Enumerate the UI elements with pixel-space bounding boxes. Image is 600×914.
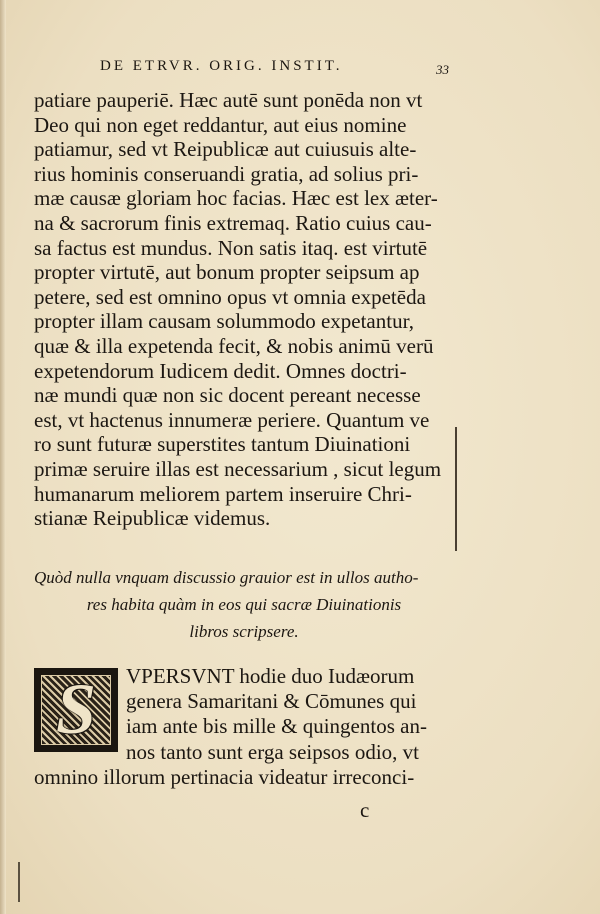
chapter-line: iam ante bis mille & quingentos an- xyxy=(126,714,427,739)
text-line: quæ & illa expetenda fecit, & nobis animū verū xyxy=(34,333,434,358)
text-line: patiare pauperiē. Hæc autē sunt ponēda non vt xyxy=(34,88,423,112)
text-line: humanarum meliorem partem inseruire Chri- xyxy=(34,481,412,506)
chapter-line: omnino illorum pertinacia videatur irreconci- xyxy=(34,764,415,789)
text-line: stianæ Reipublicæ videmus. xyxy=(34,506,271,531)
chapter-line: VPERSVNT hodie duo Iudæorum xyxy=(126,664,415,688)
text-line: expetendorum Iudicem dedit. Omnes doctri- xyxy=(34,358,407,383)
heading-line: res habita quàm in eos qui sacræ Diuinationis xyxy=(86,595,402,614)
text-line: propter virtutē, aut bonum propter seipsum ap xyxy=(34,260,420,285)
text-line: est, vt hactenus innumeræ periere. Quantum ve xyxy=(34,407,430,432)
decorated-initial xyxy=(34,668,118,752)
initial-letter: S xyxy=(55,669,97,750)
page-gutter-shadow xyxy=(0,0,6,914)
chapter-opening xyxy=(34,664,454,790)
text-line: sa factus est mundus. Non satis itaq. est virtutē xyxy=(34,235,428,260)
text-line: ro sunt futuræ superstites tantum Diuinationi xyxy=(34,432,411,457)
text-line: næ mundi quæ non sic docent pereant necesse xyxy=(34,383,421,408)
chapter-line: nos tanto sunt erga seipsos odio, vt xyxy=(126,739,420,764)
catchword: c xyxy=(360,798,370,822)
running-title: DE ETRVR. ORIG. INSTIT. xyxy=(100,58,343,74)
text-line: patiamur, sed vt Reipublicæ aut cuiusuis alte- xyxy=(34,137,417,162)
margin-mark xyxy=(455,427,457,551)
text-line: petere, sed est omnino opus vt omnia expetēda xyxy=(34,284,426,309)
text-line: mæ causæ gloriam hoc facias. Hæc est lex æter- xyxy=(34,186,438,211)
text-line: propter illam causam solummodo expetantur, xyxy=(34,309,414,334)
chapter-line: genera Samaritani & Cōmunes qui xyxy=(126,689,417,714)
text-line: rius hominis conseruandi gratia, ad solius pri- xyxy=(34,161,419,186)
page-number: 33 xyxy=(436,62,449,77)
section-heading xyxy=(34,564,454,645)
text-line: na & sacrorum finis extremaq. Ratio cuius cau- xyxy=(34,210,432,235)
text-line: Deo qui non eget reddantur, aut eius nomine xyxy=(34,112,407,137)
ink-mark xyxy=(18,862,20,902)
heading-line: libros scripsere. xyxy=(189,622,299,641)
heading-line: Quòd nulla vnquam discussio grauior est in ullos autho- xyxy=(34,568,419,587)
text-line: primæ seruire illas est necessarium , sicut legum xyxy=(34,456,442,481)
main-text-block xyxy=(34,88,454,531)
